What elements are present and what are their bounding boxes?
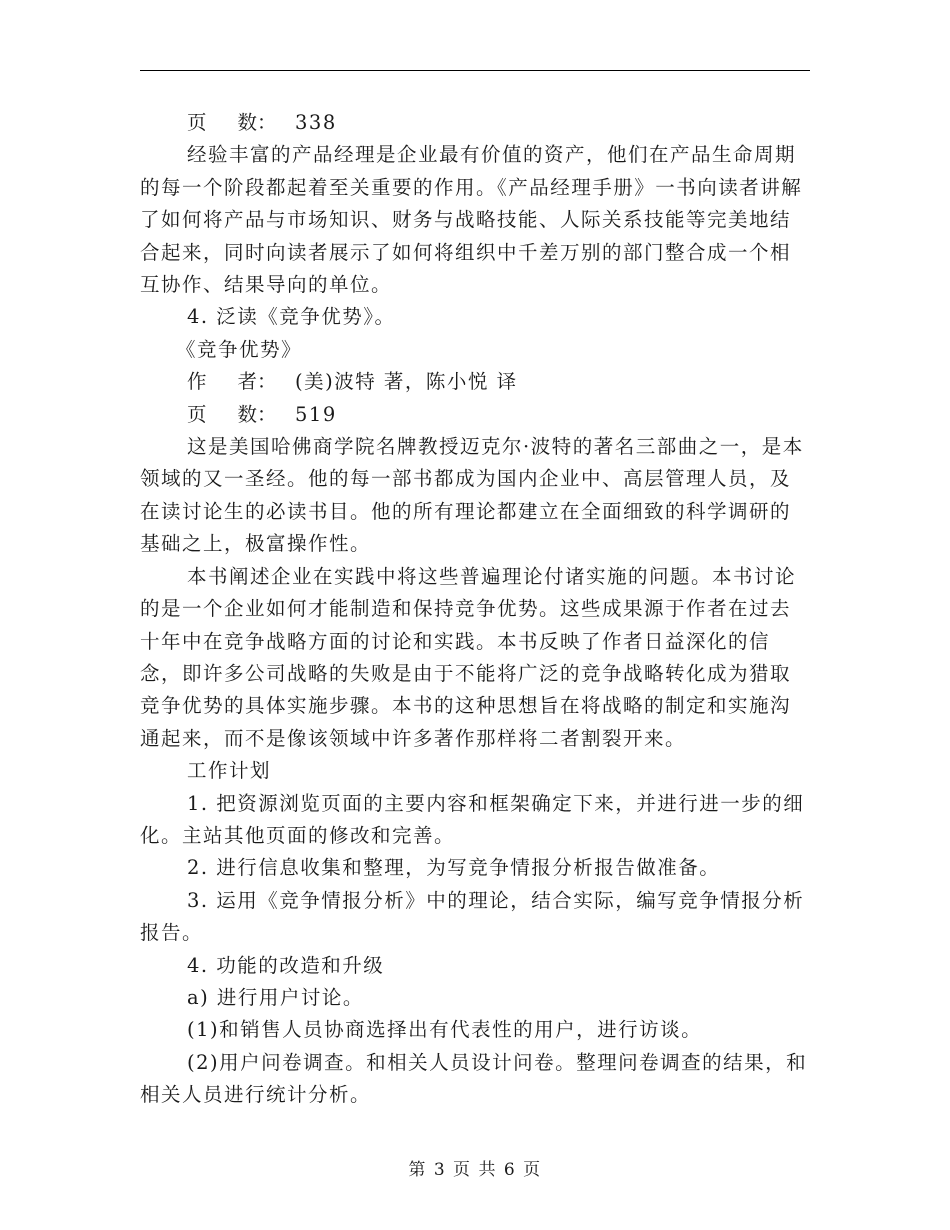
paragraph-product-manager: 经验丰富的产品经理是企业最有价值的资产，他们在产品生命周期的每一个阶段都起着至关重要的作用。《产品经理手册》一书向读者讲解了如何将产品与市场知识、财务与战略技能、人际关系技能等完美地结合起来，同时向读者展示了如何将组织中千差万别的部门整合成一个相互协作、结果导向的单位。	[140, 143, 803, 297]
paragraph-porter-summary: 本书阐述企业在实践中将这些普遍理论付诸实施的问题。本书讨论的是一个企业如何才能制造和保持竞争优势。这些成果源于作者在过去十年中在竞争战略方面的讨论和实践。本书反映了作者日益深化的信念，即许多公司战略的失败是由于不能将广泛的竞争战略转化成为猎取竞争优势的具体实施步骤。本书的这种思想旨在将战略的制定和实施沟通起来，而不是像该领域中许多著作那样将二者割裂开来。	[140, 564, 797, 750]
work-plan-item: a) 进行用户讨论。	[187, 985, 364, 1009]
paragraph-porter-intro: 这是美国哈佛商学院名牌教授迈克尔·波特的著名三部曲之一，是本领域的又一圣经。他的每一部书都成为国内企业中、高层管理人员，及在读讨论生的必读书目。他的所有理论都建立在全面细致的科学调研的基础之上，极富操作性。	[140, 435, 804, 556]
work-plan-item: 3. 运用《竞争情报分析》中的理论，结合实际，编写竞争情报分析报告。	[140, 888, 805, 945]
pages-entry-2	[140, 399, 810, 431]
pages-entry-1	[140, 107, 810, 139]
author-value: (美)波特 著，陈小悦 译	[295, 370, 518, 394]
pages-label: 页 数：	[187, 402, 277, 426]
work-plan-item: (1)和销售人员协商选择出有代表性的用户，进行访谈。	[187, 1018, 703, 1042]
work-plan-item: (2)用户问卷调查。和相关人员设计问卷。整理问卷调查的结果，和相关人员进行统计分析。	[140, 1050, 808, 1107]
work-plan-item: 2. 进行信息收集和整理，为写竞争情报分析报告做准备。	[187, 856, 721, 880]
author-entry	[140, 366, 810, 398]
book-title: 《竞争优势》	[176, 337, 303, 361]
item-4-heading: 4. 泛读《竞争优势》。	[187, 305, 396, 329]
document-body	[140, 107, 810, 1112]
work-plan-heading: 工作计划	[187, 759, 272, 783]
page-footer: 第 3 页 共 6 页	[408, 1160, 542, 1180]
header-rule	[140, 70, 810, 71]
pages-value: 519	[295, 402, 337, 426]
work-plan-item: 4. 功能的改造和升级	[187, 953, 385, 977]
pages-value: 338	[295, 111, 337, 134]
author-label: 作 者：	[187, 370, 277, 394]
work-plan-item: 1. 把资源浏览页面的主要内容和框架确定下来，并进行进一步的细化。主站其他页面的修改和完善。	[140, 791, 805, 847]
pages-label: 页 数：	[187, 111, 277, 134]
